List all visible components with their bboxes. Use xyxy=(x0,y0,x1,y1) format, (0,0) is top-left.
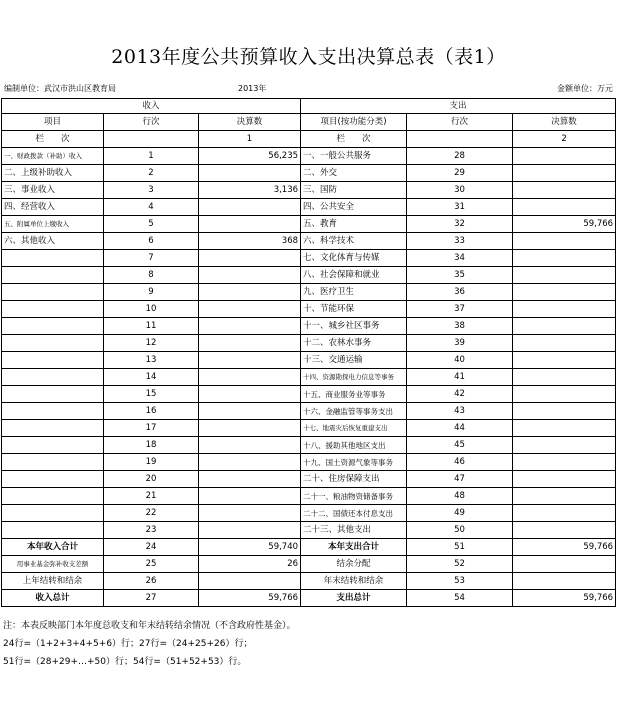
expense-amount-cell xyxy=(513,471,616,488)
income-amount-cell: 26 xyxy=(199,556,301,573)
expense-item-cell: 十四、资源勘探电力信息等事务 xyxy=(301,369,407,386)
expense-amount-cell xyxy=(513,505,616,522)
income-amount-cell: 59,740 xyxy=(199,539,301,556)
notes xyxy=(3,617,296,671)
expense-row-cell: 47 xyxy=(407,471,513,488)
income-row-cell: 15 xyxy=(104,386,199,403)
expense-item-cell: 二十一、粮油物资储备事务 xyxy=(301,488,407,505)
income-item-header: 项目 xyxy=(2,114,104,131)
income-item-cell xyxy=(2,437,104,454)
summary-row xyxy=(2,556,616,573)
income-summary-item: 收入总计 xyxy=(2,590,104,607)
income-row-cell: 5 xyxy=(104,216,199,233)
income-row-cell: 25 xyxy=(104,556,199,573)
expense-amount-cell xyxy=(513,488,616,505)
income-item-cell xyxy=(2,522,104,539)
expense-amount-cell xyxy=(513,267,616,284)
income-amount-cell xyxy=(199,437,301,454)
table-row xyxy=(2,505,616,522)
expense-row-cell: 48 xyxy=(407,488,513,505)
income-row-cell: 26 xyxy=(104,573,199,590)
expense-amount-cell xyxy=(513,233,616,250)
expense-amount-header: 决算数 xyxy=(513,114,616,131)
income-row-cell: 2 xyxy=(104,165,199,182)
expense-item-cell: 八、社会保障和就业 xyxy=(301,267,407,284)
expense-item-cell: 七、文化体育与传媒 xyxy=(301,250,407,267)
table-row xyxy=(2,437,616,454)
table-row xyxy=(2,488,616,505)
income-row-cell: 10 xyxy=(104,301,199,318)
income-amount-cell xyxy=(199,301,301,318)
expense-col-label: 栏 次 xyxy=(301,131,407,148)
expense-row-cell: 44 xyxy=(407,420,513,437)
income-item-cell: 一、财政拨款（补助）收入 xyxy=(2,148,104,165)
income-item-cell xyxy=(2,488,104,505)
table-row xyxy=(2,267,616,284)
expense-row-cell: 39 xyxy=(407,335,513,352)
income-amount-cell xyxy=(199,454,301,471)
income-col-index: 1 xyxy=(199,131,301,148)
income-item-cell xyxy=(2,352,104,369)
expense-row-cell: 42 xyxy=(407,386,513,403)
expense-row-header: 行次 xyxy=(407,114,513,131)
income-item-cell xyxy=(2,471,104,488)
expense-summary-item: 结余分配 xyxy=(301,556,407,573)
expense-item-cell: 二十三、其他支出 xyxy=(301,522,407,539)
expense-row-cell: 46 xyxy=(407,454,513,471)
expense-amount-cell xyxy=(513,573,616,590)
table-row xyxy=(2,284,616,301)
income-row-cell: 22 xyxy=(104,505,199,522)
income-amount-cell xyxy=(199,335,301,352)
table-row xyxy=(2,471,616,488)
table-row xyxy=(2,522,616,539)
income-item-cell xyxy=(2,454,104,471)
table-row xyxy=(2,318,616,335)
income-row-header: 行次 xyxy=(104,114,199,131)
income-item-cell: 二、上级补助收入 xyxy=(2,165,104,182)
income-item-cell xyxy=(2,386,104,403)
income-section: 收入 xyxy=(2,99,301,114)
income-amount-cell xyxy=(199,250,301,267)
income-amount-cell xyxy=(199,420,301,437)
table-row xyxy=(2,165,616,182)
expense-amount-cell xyxy=(513,182,616,199)
table-row xyxy=(2,216,616,233)
expense-amount-cell: 59,766 xyxy=(513,216,616,233)
expense-item-cell: 三、国防 xyxy=(301,182,407,199)
table-row xyxy=(2,148,616,165)
expense-amount-cell xyxy=(513,556,616,573)
income-amount-cell xyxy=(199,267,301,284)
expense-amount-cell: 59,766 xyxy=(513,590,616,607)
expense-row-cell: 53 xyxy=(407,573,513,590)
table-row xyxy=(2,301,616,318)
expense-amount-cell xyxy=(513,165,616,182)
table-row xyxy=(2,250,616,267)
income-row-cell: 6 xyxy=(104,233,199,250)
income-row-cell: 19 xyxy=(104,454,199,471)
income-col-label: 栏 次 xyxy=(2,131,104,148)
expense-item-cell: 十八、援助其他地区支出 xyxy=(301,437,407,454)
income-row-cell: 7 xyxy=(104,250,199,267)
income-amount-header: 决算数 xyxy=(199,114,301,131)
expense-item-cell: 十六、金融监管等事务支出 xyxy=(301,403,407,420)
expense-item-cell: 五、教育 xyxy=(301,216,407,233)
expense-item-cell: 二十二、国债还本付息支出 xyxy=(301,505,407,522)
expense-row-cell: 34 xyxy=(407,250,513,267)
table-row xyxy=(2,386,616,403)
income-summary-item: 上年结转和结余 xyxy=(2,573,104,590)
income-row-cell: 3 xyxy=(104,182,199,199)
expense-item-cell: 九、医疗卫生 xyxy=(301,284,407,301)
prepared-by: 编制单位：武汉市洪山区教育局 xyxy=(4,84,116,93)
column-index-row xyxy=(2,131,616,148)
income-item-cell: 六、其他收入 xyxy=(2,233,104,250)
expense-row-cell: 33 xyxy=(407,233,513,250)
note-line: 注：本表反映部门本年度总收支和年末结转结余情况（不含政府性基金）。 xyxy=(3,621,296,631)
column-header-row xyxy=(2,114,616,131)
table-row xyxy=(2,420,616,437)
income-amount-cell xyxy=(199,369,301,386)
income-amount-cell xyxy=(199,505,301,522)
summary-row xyxy=(2,573,616,590)
expense-amount-cell xyxy=(513,148,616,165)
income-row-cell: 4 xyxy=(104,199,199,216)
expense-amount-cell xyxy=(513,284,616,301)
income-row-cell: 16 xyxy=(104,403,199,420)
note-line: 24行=（1+2+3+4+5+6）行；27行=（24+25+26）行； xyxy=(3,639,253,649)
table-row xyxy=(2,454,616,471)
expense-amount-cell xyxy=(513,403,616,420)
income-row-cell: 1 xyxy=(104,148,199,165)
expense-section: 支出 xyxy=(301,99,616,114)
income-item-cell xyxy=(2,250,104,267)
empty-cell xyxy=(407,131,513,148)
income-amount-cell xyxy=(199,471,301,488)
expense-item-cell: 十二、农林水事务 xyxy=(301,335,407,352)
income-amount-cell xyxy=(199,216,301,233)
expense-row-cell: 30 xyxy=(407,182,513,199)
expense-item-cell: 十七、地震灾后恢复重建支出 xyxy=(301,420,407,437)
income-summary-item: 本年收入合计 xyxy=(2,539,104,556)
expense-amount-cell xyxy=(513,454,616,471)
income-amount-cell: 56,235 xyxy=(199,148,301,165)
income-item-cell: 五、附属单位上缴收入 xyxy=(2,216,104,233)
income-item-cell xyxy=(2,403,104,420)
expense-amount-cell xyxy=(513,301,616,318)
income-row-cell: 18 xyxy=(104,437,199,454)
income-amount-cell xyxy=(199,573,301,590)
expense-amount-cell xyxy=(513,318,616,335)
income-amount-cell: 368 xyxy=(199,233,301,250)
expense-item-cell: 十五、商业服务业等事务 xyxy=(301,386,407,403)
income-amount-cell: 59,766 xyxy=(199,590,301,607)
summary-row xyxy=(2,539,616,556)
income-row-cell: 20 xyxy=(104,471,199,488)
income-amount-cell: 3,136 xyxy=(199,182,301,199)
expense-row-cell: 29 xyxy=(407,165,513,182)
income-item-cell: 四、经营收入 xyxy=(2,199,104,216)
income-row-cell: 13 xyxy=(104,352,199,369)
table-row xyxy=(2,199,616,216)
income-item-cell xyxy=(2,369,104,386)
income-amount-cell xyxy=(199,522,301,539)
expense-item-cell: 十九、国土资源气象等事务 xyxy=(301,454,407,471)
empty-cell xyxy=(104,131,199,148)
expense-row-cell: 28 xyxy=(407,148,513,165)
expense-amount-cell xyxy=(513,250,616,267)
expense-summary-item: 年末结转和结余 xyxy=(301,573,407,590)
income-summary-item: 用事业基金弥补收支差额 xyxy=(2,556,104,573)
expense-amount-cell xyxy=(513,386,616,403)
income-item-cell xyxy=(2,301,104,318)
summary-row xyxy=(2,590,616,607)
expense-amount-cell xyxy=(513,335,616,352)
income-row-cell: 27 xyxy=(104,590,199,607)
expense-amount-cell xyxy=(513,420,616,437)
income-row-cell: 21 xyxy=(104,488,199,505)
expense-row-cell: 51 xyxy=(407,539,513,556)
expense-row-cell: 54 xyxy=(407,590,513,607)
expense-amount-cell xyxy=(513,522,616,539)
expense-item-cell: 十、节能环保 xyxy=(301,301,407,318)
budget-table xyxy=(1,98,616,607)
expense-item-cell: 十三、交通运输 xyxy=(301,352,407,369)
expense-amount-cell: 59,766 xyxy=(513,539,616,556)
expense-row-cell: 41 xyxy=(407,369,513,386)
report-title: 2013年度公共预算收入支出决算总表（表1） xyxy=(111,46,506,68)
expense-item-cell: 四、公共安全 xyxy=(301,199,407,216)
table-row xyxy=(2,182,616,199)
income-row-cell: 9 xyxy=(104,284,199,301)
expense-item-cell: 十一、城乡社区事务 xyxy=(301,318,407,335)
expense-row-cell: 31 xyxy=(407,199,513,216)
expense-item-cell: 六、科学技术 xyxy=(301,233,407,250)
expense-row-cell: 38 xyxy=(407,318,513,335)
income-row-cell: 14 xyxy=(104,369,199,386)
income-amount-cell xyxy=(199,199,301,216)
expense-row-cell: 49 xyxy=(407,505,513,522)
table-row xyxy=(2,352,616,369)
income-amount-cell xyxy=(199,403,301,420)
income-amount-cell xyxy=(199,284,301,301)
income-row-cell: 17 xyxy=(104,420,199,437)
income-row-cell: 8 xyxy=(104,267,199,284)
currency-unit: 金额单位：万元 xyxy=(557,84,613,93)
expense-item-header: 项目(按功能分类) xyxy=(301,114,407,131)
expense-row-cell: 37 xyxy=(407,301,513,318)
expense-item-cell: 一、一般公共服务 xyxy=(301,148,407,165)
expense-amount-cell xyxy=(513,437,616,454)
income-amount-cell xyxy=(199,165,301,182)
expense-amount-cell xyxy=(513,199,616,216)
table-row xyxy=(2,335,616,352)
expense-row-cell: 45 xyxy=(407,437,513,454)
income-row-cell: 12 xyxy=(104,335,199,352)
income-row-cell: 23 xyxy=(104,522,199,539)
expense-row-cell: 52 xyxy=(407,556,513,573)
expense-row-cell: 35 xyxy=(407,267,513,284)
table-row xyxy=(2,233,616,250)
note-line: 51行=（28+29+…+50）行；54行=（51+52+53）行。 xyxy=(3,657,247,667)
expense-row-cell: 36 xyxy=(407,284,513,301)
income-item-cell xyxy=(2,318,104,335)
income-item-cell xyxy=(2,335,104,352)
expense-col-index: 2 xyxy=(513,131,616,148)
income-item-cell xyxy=(2,267,104,284)
expense-amount-cell xyxy=(513,352,616,369)
table-row xyxy=(2,403,616,420)
expense-amount-cell xyxy=(513,369,616,386)
section-header-row xyxy=(2,99,616,114)
expense-row-cell: 32 xyxy=(407,216,513,233)
income-row-cell: 24 xyxy=(104,539,199,556)
income-item-cell xyxy=(2,284,104,301)
table-row xyxy=(2,369,616,386)
expense-item-cell: 二十、住房保障支出 xyxy=(301,471,407,488)
expense-row-cell: 43 xyxy=(407,403,513,420)
income-item-cell xyxy=(2,505,104,522)
income-amount-cell xyxy=(199,488,301,505)
income-item-cell xyxy=(2,420,104,437)
income-row-cell: 11 xyxy=(104,318,199,335)
income-amount-cell xyxy=(199,386,301,403)
expense-item-cell: 二、外交 xyxy=(301,165,407,182)
income-item-cell: 三、事业收入 xyxy=(2,182,104,199)
expense-row-cell: 40 xyxy=(407,352,513,369)
expense-summary-item: 本年支出合计 xyxy=(301,539,407,556)
income-amount-cell xyxy=(199,318,301,335)
expense-row-cell: 50 xyxy=(407,522,513,539)
report-year: 2013年 xyxy=(238,84,267,93)
income-amount-cell xyxy=(199,352,301,369)
expense-summary-item: 支出总计 xyxy=(301,590,407,607)
